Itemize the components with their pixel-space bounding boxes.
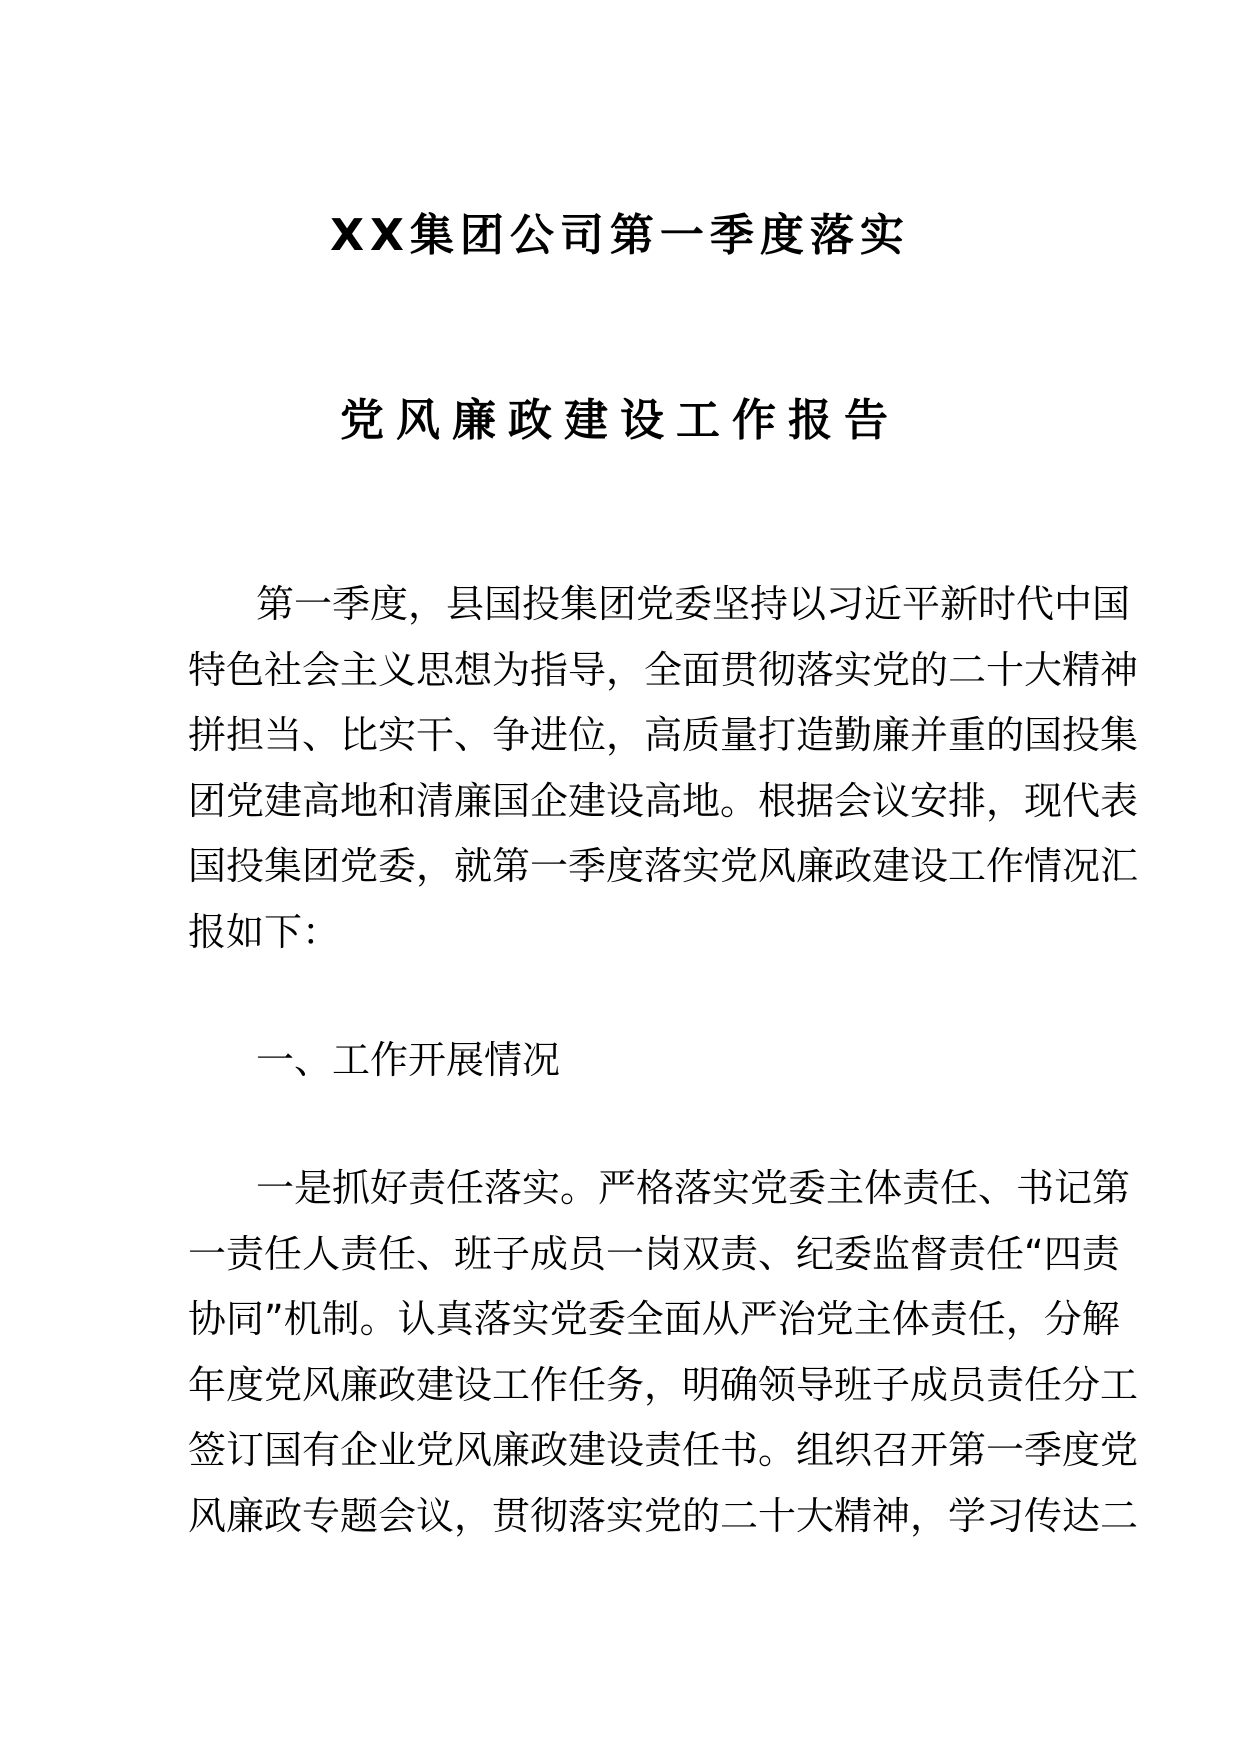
document-title-line-1: XX集团公司第一季度落实 [330, 210, 910, 261]
paragraph-line: 年度党风廉政建设工作任务，明确领导班子成员责任分工 [188, 1362, 1139, 1407]
paragraph-line: 特色社会主义思想为指导，全面贯彻落实党的二十大精神 [188, 647, 1139, 692]
paragraph-line: 国投集团党委，就第一季度落实党风廉政建设工作情况汇 [188, 844, 1139, 888]
paragraph-line: 一是抓好责任落实。严格落实党委主体责任、书记第 [256, 1166, 1131, 1210]
paragraph-intro [188, 572, 1139, 965]
paragraph-line: 报如下： [188, 909, 341, 954]
paragraph-line: 一责任人责任、班子成员一岗双责、纪委监督责任“四责 [188, 1231, 1120, 1276]
document-title-line-2: 党风廉政建设工作报告 [340, 395, 900, 446]
section-heading: 一、工作开展情况 [256, 1038, 561, 1082]
paragraph-line: 签订国有企业党风廉政建设责任书。组织召开第一季度党 [188, 1428, 1139, 1472]
paragraph-responsibility [188, 1156, 1139, 1549]
paragraph-line: 风廉政专题会议，贯彻落实党的二十大精神，学习传达二 [188, 1493, 1139, 1538]
paragraph-line: 拼担当、比实干、争进位，高质量打造勤廉并重的国投集 [188, 713, 1139, 757]
paragraph-line: 团党建高地和清廉国企建设高地。根据会议安排，现代表 [188, 778, 1139, 823]
paragraph-line: 第一季度，县国投集团党委坚持以习近平新时代中国 [256, 582, 1131, 626]
paragraph-line: 协同”机制。认真落实党委全面从严治党主体责任，分解 [188, 1297, 1120, 1341]
